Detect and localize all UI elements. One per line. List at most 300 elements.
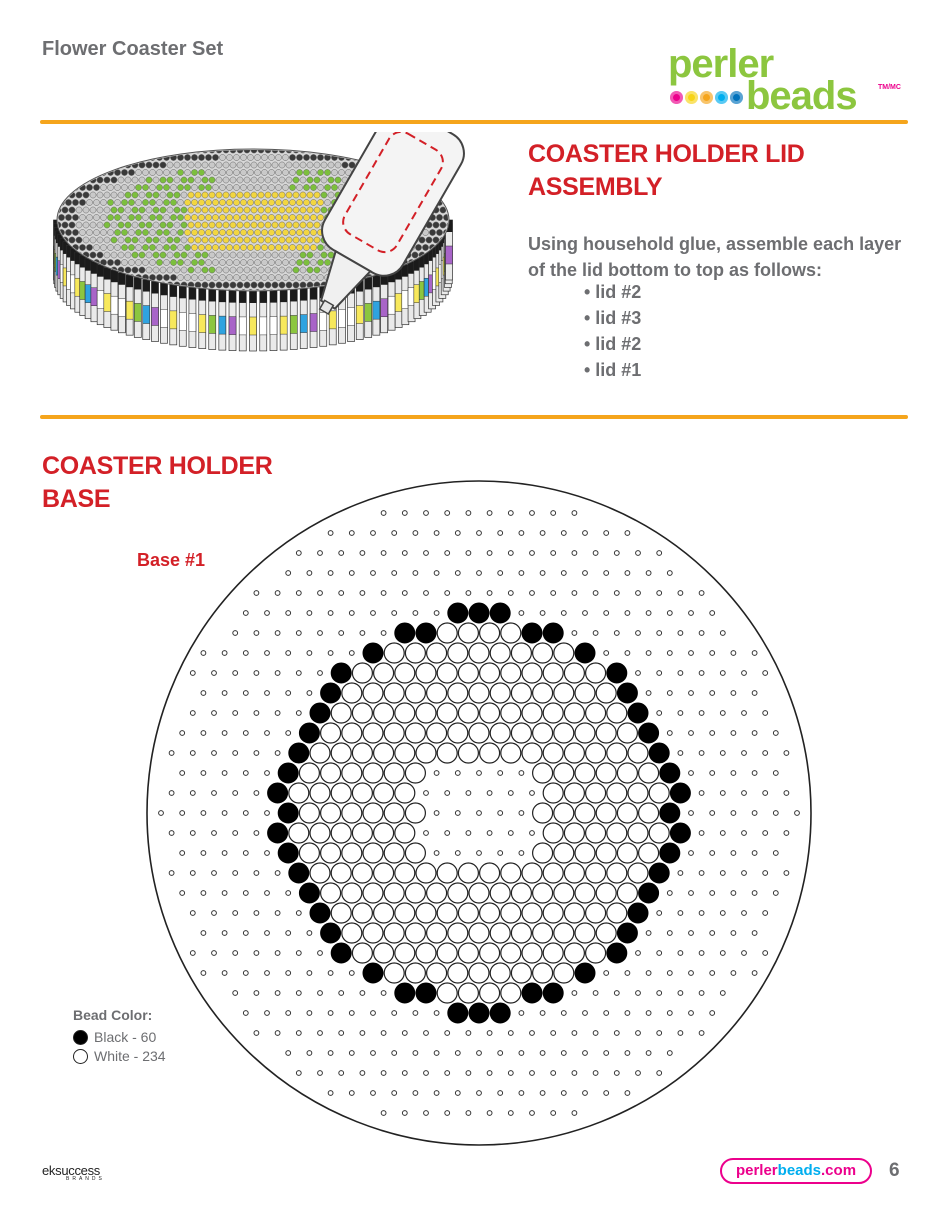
peg [222,731,227,736]
white-bead [374,743,394,763]
peg [243,1011,248,1016]
white-bead [586,703,606,723]
peg [625,971,630,976]
white-bead [490,963,510,983]
white-bead [533,723,553,743]
peg [296,631,301,636]
white-bead [310,823,330,843]
peg [265,731,270,736]
white-bead [363,923,383,943]
white-bead [405,963,425,983]
peg [275,911,280,916]
peg [392,611,397,616]
peg [381,1071,386,1076]
black-bead [278,843,298,863]
white-bead [628,783,648,803]
peg [328,531,333,536]
white-bead [596,883,616,903]
black-bead [670,823,690,843]
peg [689,651,694,656]
peg [625,1011,630,1016]
black-bead [649,743,669,763]
peg [710,691,715,696]
peg [519,1091,524,1096]
peg [752,851,757,856]
peg [689,731,694,736]
peg [763,911,768,916]
peg [699,631,704,636]
white-bead [331,783,351,803]
peg [498,1051,503,1056]
peg [678,711,683,716]
peg [349,1011,354,1016]
black-bead [490,603,510,623]
peg [222,811,227,816]
white-bead [469,643,489,663]
peg [614,1031,619,1036]
peg [254,991,259,996]
white-bead [395,663,415,683]
peg [349,1051,354,1056]
logo-dot [700,91,713,104]
peg [508,831,513,836]
black-bead [448,1003,468,1023]
peg [180,851,185,856]
peg [318,951,323,956]
peg [530,831,535,836]
peg [201,851,206,856]
peg [477,1091,482,1096]
peg [752,691,757,696]
peg [773,811,778,816]
peg [720,791,725,796]
black-bead [268,783,288,803]
peg [636,951,641,956]
peg [614,591,619,596]
white-bead [564,783,584,803]
peg [519,851,524,856]
white-bead [437,623,457,643]
peg [572,511,577,516]
peg [381,991,386,996]
white-bead [331,863,351,883]
peg [212,791,217,796]
peg [561,1051,566,1056]
peg [466,831,471,836]
peg [265,931,270,936]
logo-trademark: TM/MC [878,84,901,91]
peg [371,1011,376,1016]
peg [243,691,248,696]
peg [667,1051,672,1056]
peg [434,1051,439,1056]
white-bead [448,963,468,983]
peg [572,631,577,636]
peg [678,991,683,996]
white-bead [607,823,627,843]
black-bead [543,623,563,643]
peg [530,551,535,556]
peg [752,811,757,816]
white-bead [342,843,362,863]
peg [371,1051,376,1056]
white-bead [384,763,404,783]
lid-step: • lid #3 [584,308,642,328]
peg [201,891,206,896]
peg [742,711,747,716]
peg [551,1071,556,1076]
website-link[interactable] [720,1158,872,1184]
peg [784,751,789,756]
brand-name: eksuccess [42,1163,100,1178]
peg [498,811,503,816]
peg [254,711,259,716]
peg [339,591,344,596]
peg [583,611,588,616]
peg [731,971,736,976]
peg [201,691,206,696]
page-title: Flower Coaster Set [42,38,224,60]
peg [349,1091,354,1096]
peg [593,631,598,636]
peg [710,971,715,976]
peg [487,1071,492,1076]
black-bead [639,723,659,743]
peg [445,591,450,596]
peg [477,811,482,816]
peg [710,651,715,656]
peg [455,1091,460,1096]
peg [593,551,598,556]
peg [413,1091,418,1096]
black-bead [299,883,319,903]
peg [625,1091,630,1096]
peg [381,631,386,636]
peg [519,1011,524,1016]
white-bead [384,843,404,863]
peg [731,891,736,896]
lid-assembly-illustration [38,132,513,410]
white-bead [564,903,584,923]
peg [636,631,641,636]
peg [233,631,238,636]
peg [190,951,195,956]
black-bead [617,683,637,703]
peg [349,611,354,616]
top-divider [40,120,908,124]
peg [349,971,354,976]
white-bead [352,703,372,723]
peg [710,811,715,816]
white-bead [342,923,362,943]
white-bead [374,783,394,803]
peg [667,1011,672,1016]
peg [265,611,270,616]
peg [678,871,683,876]
white-bead-swatch [73,1049,88,1064]
white-bead [448,683,468,703]
peg [212,951,217,956]
peg [286,651,291,656]
peg [254,1031,259,1036]
peg [583,1091,588,1096]
black-bead [363,963,383,983]
white-bead [480,703,500,723]
white-bead [469,723,489,743]
peg [201,811,206,816]
white-bead [395,903,415,923]
white-bead [501,983,521,1003]
black-bead [607,943,627,963]
peg [222,851,227,856]
peg [710,931,715,936]
peg [614,991,619,996]
peg [307,571,312,576]
peg [381,591,386,596]
peg [498,771,503,776]
peg [296,591,301,596]
peg [572,991,577,996]
peg [466,591,471,596]
white-bead [543,703,563,723]
peg [646,691,651,696]
peg [646,571,651,576]
white-bead [363,763,383,783]
peg [540,1091,545,1096]
white-bead [522,703,542,723]
white-bead [522,743,542,763]
white-bead [427,923,447,943]
white-bead [437,703,457,723]
white-bead [511,683,531,703]
peg [477,571,482,576]
white-bead [395,863,415,883]
peg [275,871,280,876]
peg [498,1091,503,1096]
white-bead [427,723,447,743]
peg [720,951,725,956]
peg [254,591,259,596]
white-bead [533,643,553,663]
white-bead [543,823,563,843]
black-bead [289,863,309,883]
peg [667,971,672,976]
black-bead [331,663,351,683]
white-bead [490,643,510,663]
peg [318,991,323,996]
white-bead [554,763,574,783]
peg [328,611,333,616]
peg [519,771,524,776]
white-bead [458,623,478,643]
peg [381,511,386,516]
white-bead [607,863,627,883]
white-bead [596,843,616,863]
peg [678,1031,683,1036]
white-bead [289,783,309,803]
peg [604,971,609,976]
peg [243,971,248,976]
peg [657,711,662,716]
peg [275,751,280,756]
white-bead [490,923,510,943]
black-bead [628,903,648,923]
peg [307,651,312,656]
white-bead [480,663,500,683]
peg [402,511,407,516]
peg [742,791,747,796]
peg [699,871,704,876]
black-bead [278,803,298,823]
white-bead [533,683,553,703]
black-bead [289,743,309,763]
white-bead [575,763,595,783]
white-bead [352,903,372,923]
peg [201,731,206,736]
peg [519,611,524,616]
peg [487,831,492,836]
peg [434,1011,439,1016]
peg [286,1011,291,1016]
peg [455,811,460,816]
peg [625,531,630,536]
peg [710,611,715,616]
peg [212,831,217,836]
peg [360,591,365,596]
peg [540,571,545,576]
white-bead [554,883,574,903]
peg [763,711,768,716]
peg [371,611,376,616]
white-bead [586,743,606,763]
peg [243,931,248,936]
peg [286,611,291,616]
peg [212,751,217,756]
peg [646,971,651,976]
white-bead [511,883,531,903]
peg [307,971,312,976]
peg [689,891,694,896]
black-bead [490,1003,510,1023]
logo-dot [685,91,698,104]
peg [169,791,174,796]
white-bead [395,743,415,763]
peg [710,771,715,776]
peg [201,971,206,976]
white-bead [617,803,637,823]
peg [508,791,513,796]
white-bead [352,823,372,843]
peg [784,871,789,876]
white-bead [533,843,553,863]
peg [498,571,503,576]
peg [477,531,482,536]
white-bead [342,763,362,783]
peg [530,791,535,796]
white-bead [554,723,574,743]
peg [466,511,471,516]
peg [455,1051,460,1056]
black-bead [469,603,489,623]
peg [275,591,280,596]
white-bead [437,943,457,963]
peg [699,1031,704,1036]
peg [201,771,206,776]
white-bead [607,783,627,803]
peg [657,671,662,676]
peg [233,711,238,716]
peg [742,751,747,756]
white-bead [458,863,478,883]
peg [212,871,217,876]
peg [286,891,291,896]
white-bead [543,663,563,683]
black-bead [278,763,298,783]
white-bead [596,803,616,823]
legend-item-white [73,1047,166,1065]
peg [254,751,259,756]
peg [604,531,609,536]
white-bead [458,743,478,763]
peg [710,891,715,896]
peg [455,571,460,576]
peg [583,1011,588,1016]
peg [667,931,672,936]
peg [689,931,694,936]
white-bead [575,923,595,943]
peg [169,871,174,876]
peg [190,711,195,716]
peg [678,631,683,636]
peg [487,1111,492,1116]
black-bead [543,983,563,1003]
legend-item-black [73,1028,156,1046]
peg [222,971,227,976]
white-bead [511,963,531,983]
black-bead [395,983,415,1003]
peg [540,1011,545,1016]
white-bead [437,743,457,763]
peg [689,691,694,696]
white-bead [522,663,542,683]
peg [657,1031,662,1036]
black-bead [416,623,436,643]
peg [254,631,259,636]
white-bead [511,643,531,663]
peg [678,751,683,756]
white-bead [596,763,616,783]
peg [508,1111,513,1116]
peg [180,731,185,736]
white-bead [395,823,415,843]
peg [455,851,460,856]
peg [381,1111,386,1116]
black-bead [649,863,669,883]
peg [286,571,291,576]
peg [254,911,259,916]
peg [604,651,609,656]
peg [572,1031,577,1036]
peg [233,671,238,676]
white-bead [469,683,489,703]
peg [551,551,556,556]
peg [212,671,217,676]
black-bead [331,943,351,963]
peg [169,831,174,836]
peg [275,711,280,716]
peg [349,651,354,656]
peg [530,511,535,516]
